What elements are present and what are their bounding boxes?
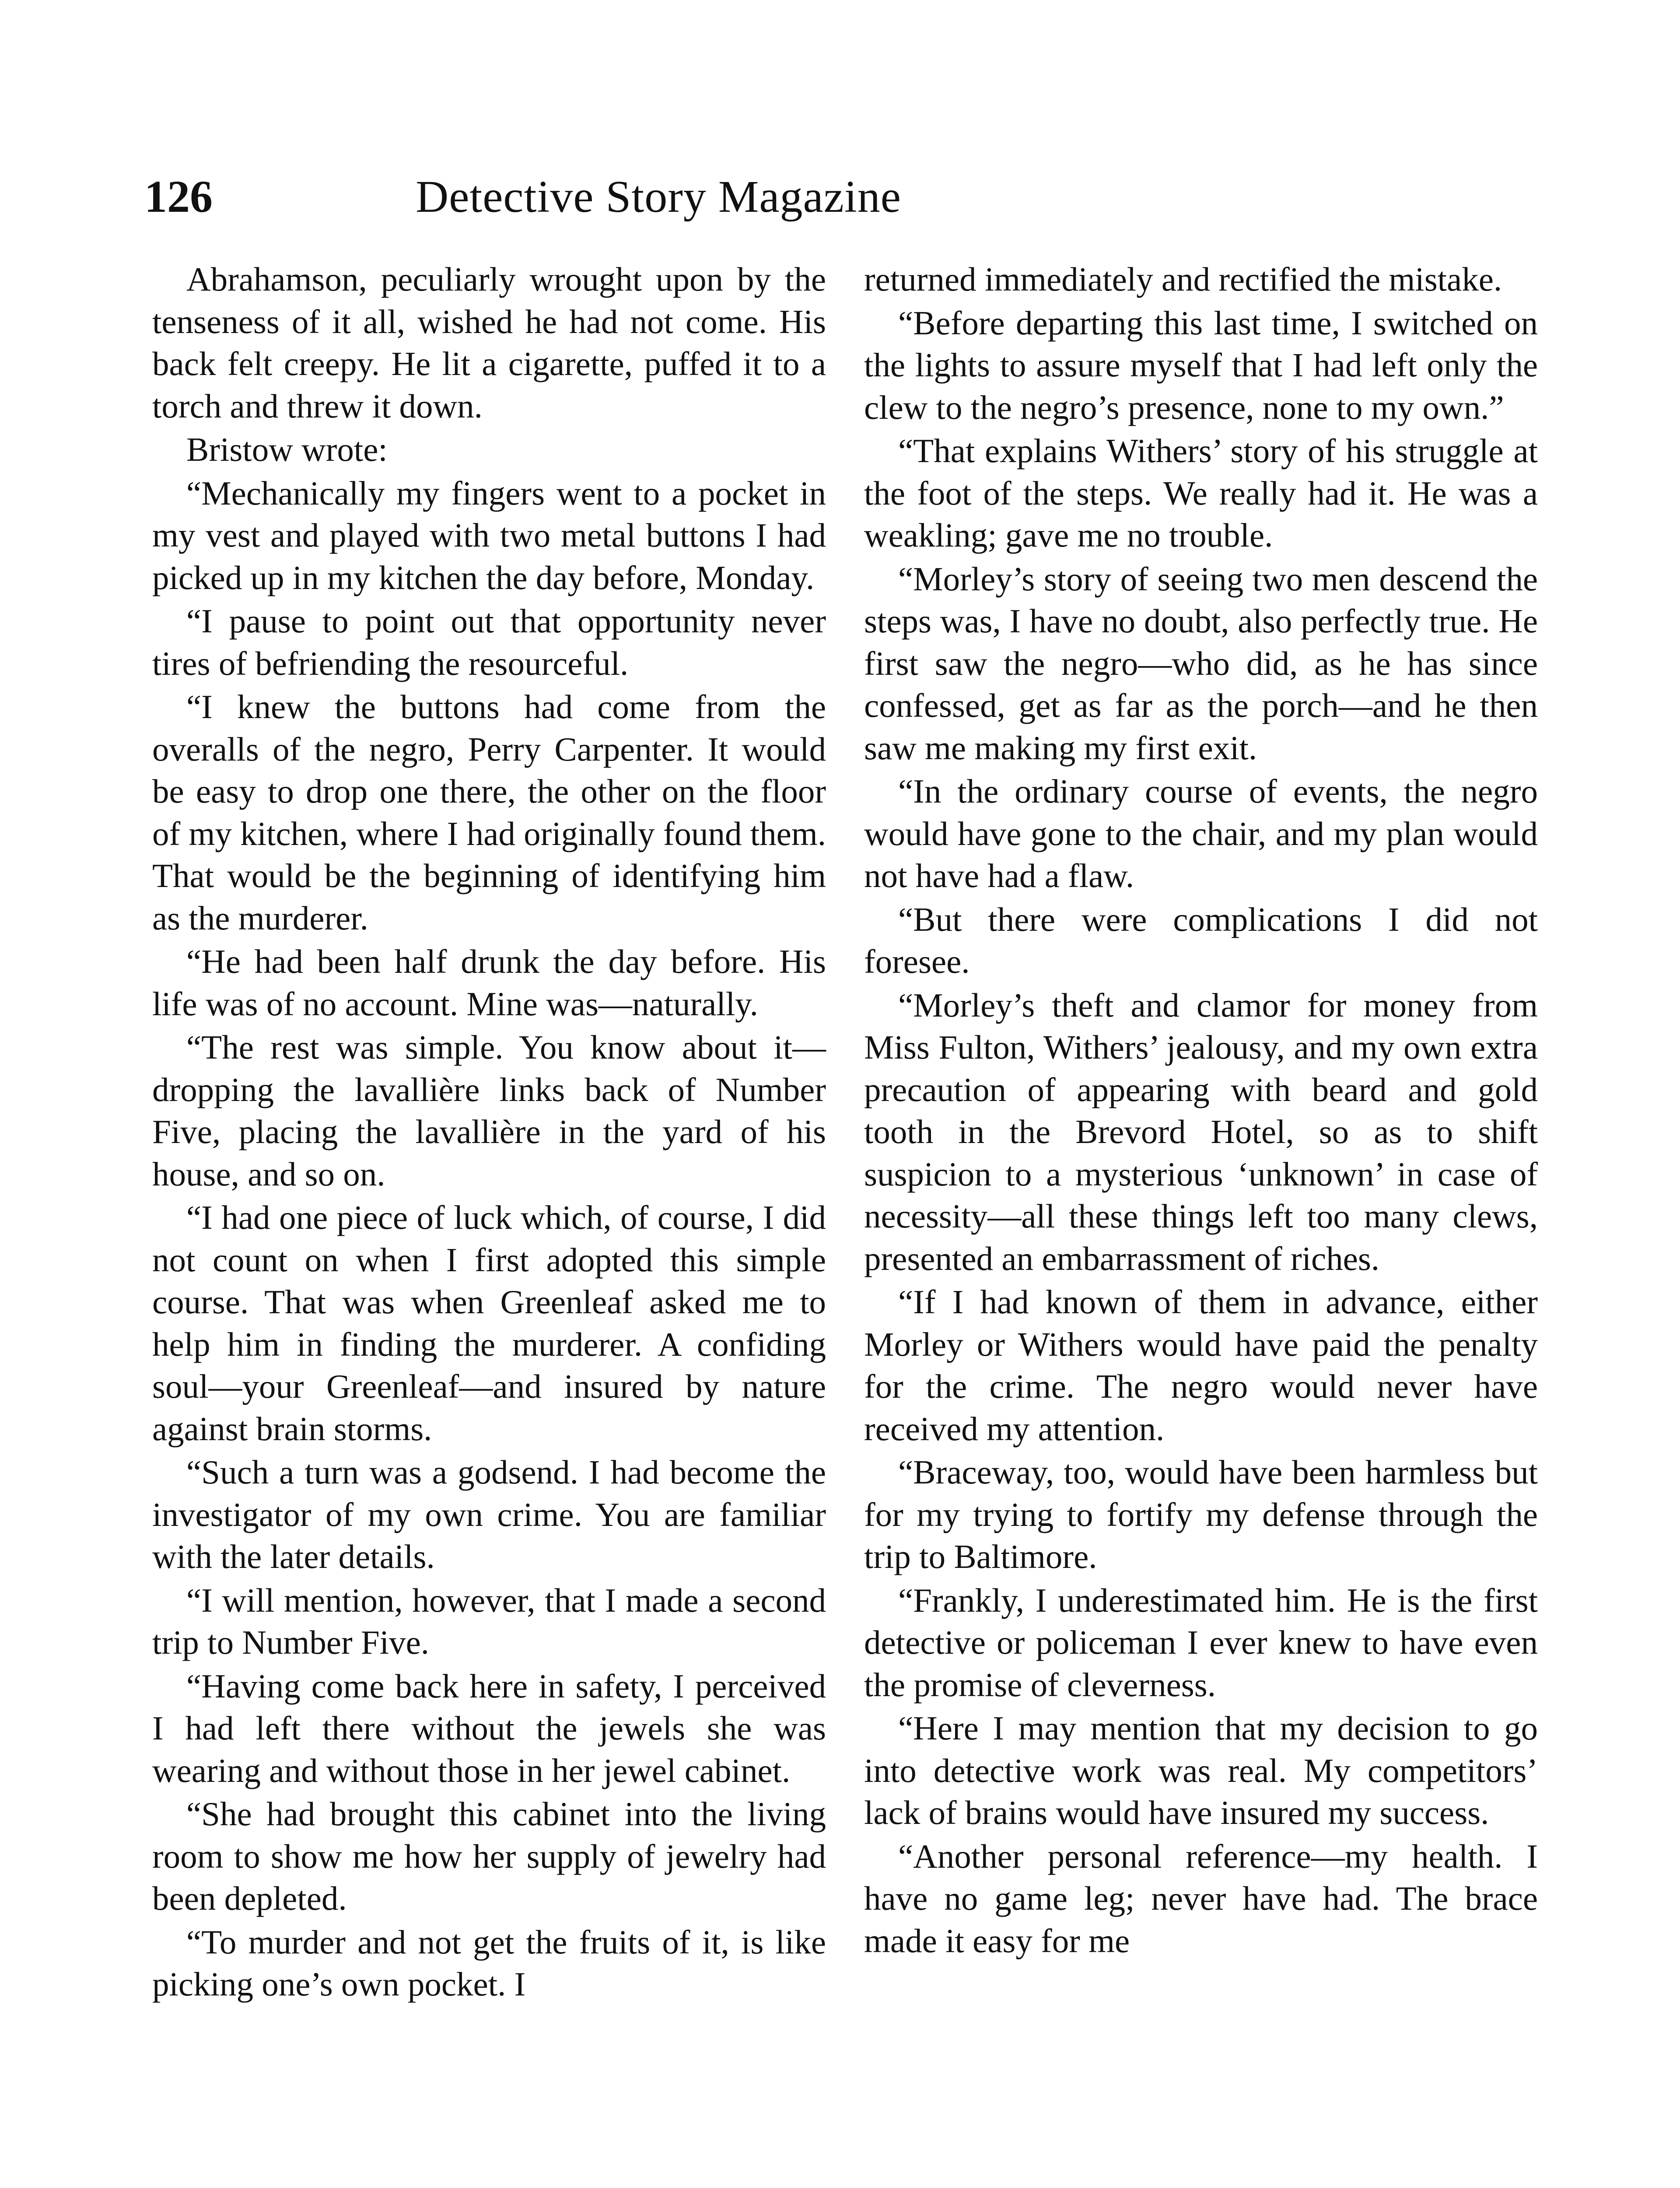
paragraph-continued: returned immediately and rectified the mistake. — [864, 260, 1502, 298]
paragraph: Abrahamson, peculiarly wrought upon by the tenseness of it all, wished he had not come. His back felt creepy. He lit a cigarette, puffed it to a torch and threw it down. — [152, 260, 826, 425]
left-column — [152, 258, 826, 2007]
paragraph: “Another personal reference—my health. I have no game leg; never have had. The brace made it easy for me — [864, 1837, 1538, 1960]
paragraph: “I pause to point out that opportunity never tires of befriending the resourceful. — [152, 602, 826, 682]
page-header — [144, 162, 1172, 232]
page-number: 126 — [144, 172, 213, 222]
paragraph: “I will mention, however, that I made a second trip to Number Five. — [152, 1581, 826, 1661]
paragraph: “In the ordinary course of events, the negro would have gone to the chair, and my plan would not have had a flaw. — [864, 772, 1538, 894]
paragraph: “If I had known of them in advance, either Morley or Withers would have paid the penalty for the crime. The negro would never have received my attention. — [864, 1283, 1538, 1448]
paragraph: “Before departing this last time, I switched on the lights to assure myself that I had left only the clew to the negro’s presence, none to my own.” — [864, 304, 1538, 426]
paragraph: “He had been half drunk the day before. His life was of no account. Mine was—naturally. — [152, 943, 826, 1023]
paragraph: “The rest was simple. You know about it—dropping the lavallière links back of Number Five, placing the lavallière in the yard of his house, and so on. — [152, 1028, 826, 1193]
paragraph: “Braceway, too, would have been harmless but for my trying to fortify my defense through the trip to Baltimore. — [864, 1453, 1538, 1575]
running-title: Detective Story Magazine — [416, 172, 901, 222]
paragraph: “Morley’s theft and clamor for money from Miss Fulton, Withers’ jealousy, and my own extra precaution of appearing with beard and gold tooth in the Brevord Hotel, so as to shift suspicion to a mysterious ‘unknown’ in case of necessity—all these things left too many clews, presented an embarrassment of riches. — [864, 986, 1538, 1277]
right-column — [864, 258, 1538, 1963]
paragraph: “I had one piece of luck which, of course, I did not count on when I first adopted this simple course. That was when Greenleaf asked me to help him in finding the murderer. A confiding soul—your Greenleaf—and insured by nature against brain storms. — [152, 1199, 826, 1448]
paragraph: “Such a turn was a godsend. I had become the investigator of my own crime. You are familiar with the later details. — [152, 1453, 826, 1575]
paragraph: “Here I may mention that my decision to go into detective work was real. My competitors’ lack of brains would have insured my success. — [864, 1709, 1538, 1831]
paragraph: Bristow wrote: — [186, 431, 388, 468]
paragraph: “But there were complications I did not foresee. — [864, 900, 1538, 980]
paragraph: “To murder and not get the fruits of it, is like picking one’s own pocket. I — [152, 1923, 826, 2003]
paragraph: “Having come back here in safety, I perceived I had left there without the jewels she was wearing and without those in her jewel cabinet. — [152, 1667, 826, 1789]
paragraph: “Morley’s story of seeing two men descend the steps was, I have no doubt, also perfectly true. He first saw the negro—who did, as he has since confessed, get as far as the porch—and he then saw me making my first exit. — [864, 560, 1538, 767]
paragraph: “That explains Withers’ story of his struggle at the foot of the steps. We really had it. He was a weakling; gave me no trouble. — [864, 432, 1538, 554]
paragraph: “Frankly, I underestimated him. He is the first detective or policeman I ever knew to have even the promise of cleverness. — [864, 1581, 1538, 1704]
paragraph: “Mechanically my fingers went to a pocket in my vest and played with two metal buttons I had picked up in my kitchen the day before, Monday. — [152, 474, 826, 596]
paragraph: “She had brought this cabinet into the living room to show me how her supply of jewelry had been depleted. — [152, 1795, 826, 1917]
paragraph: “I knew the buttons had come from the overalls of the negro, Perry Carpenter. It would be easy to drop one there, the other on the floor of my kitchen, where I had originally found them. That would be the beginning of identifying him as the murderer. — [152, 688, 826, 937]
